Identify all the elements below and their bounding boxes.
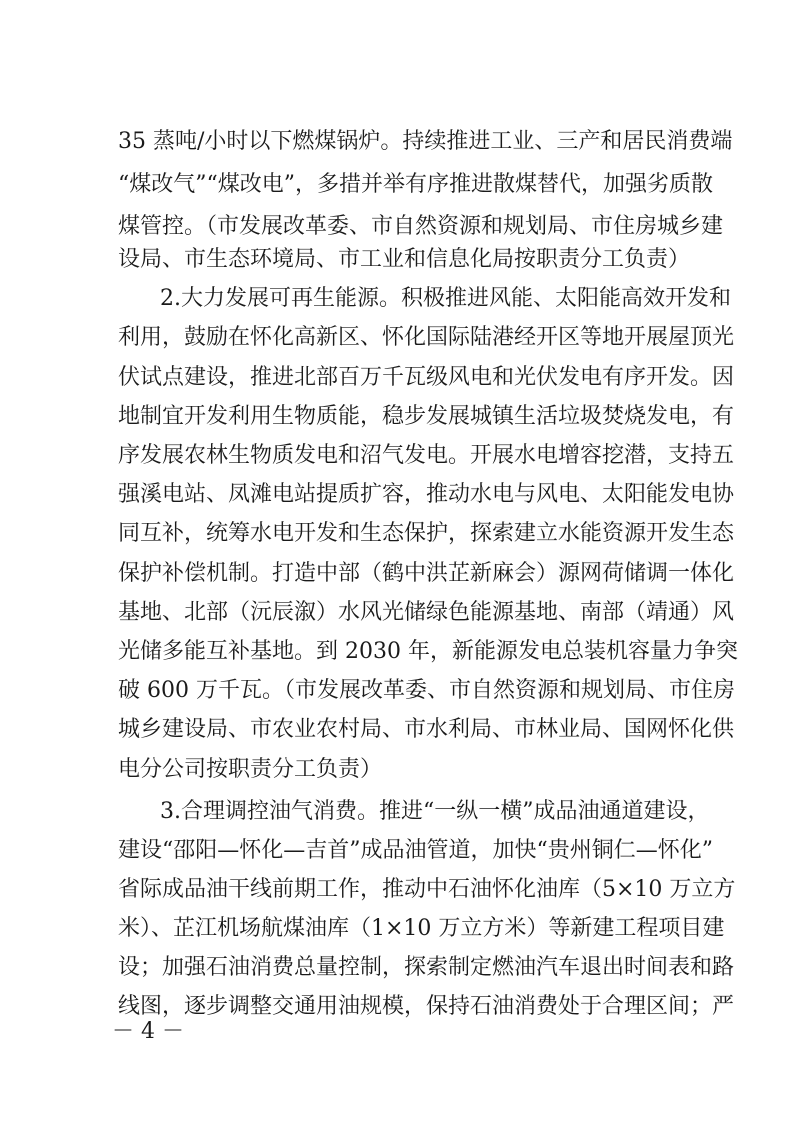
text-line: 省际成品油干线前期工作，推动中石油怀化油库（5×10 万立方 bbox=[118, 877, 736, 902]
text-line: 煤管控。（市发展改革委、市自然资源和规划局、市住房城乡建 bbox=[118, 214, 724, 239]
text-line: 设；加强石油消费总量控制，探索制定燃油汽车退出时间表和路 bbox=[118, 955, 735, 980]
text-line: “煤改气”“煤改电”，多措并举有序推进散煤替代，加强劣质散 bbox=[118, 172, 713, 197]
text-line: 强溪电站、凤滩电站提质扩容，推动水电与风电、太阳能发电协 bbox=[118, 482, 735, 507]
paragraph-start-line: 2.大力发展可再生能源。积极推进风能、太阳能高效开发和 bbox=[160, 286, 731, 311]
text-line: 保护补偿机制。打造中部（鹤中洪芷新麻会）源网荷储调一体化 bbox=[118, 561, 735, 586]
text-line: 米）、芷江机场航煤油库（1×10 万立方米）等新建工程项目建 bbox=[118, 916, 725, 941]
text-line: 光储多能互补基地。到 2030 年，新能源发电总装机容量力争突 bbox=[118, 639, 738, 664]
text-line: 城乡建设局、市农业农村局、市水利局、市林业局、国网怀化供 bbox=[118, 717, 735, 742]
text-line: 电分公司按职责分工负责） bbox=[118, 757, 383, 782]
text-line: 利用，鼓励在怀化高新区、怀化国际陆港经开区等地开展屋顶光 bbox=[118, 325, 735, 350]
text-line: 设局、市生态环境局、市工业和信息化局按职责分工负责） bbox=[118, 247, 691, 272]
text-line: 序发展农林生物质发电和沼气发电。开展水电增容挖潜，支持五 bbox=[118, 443, 735, 468]
paragraph-start-line: 3.合理调控油气消费。推进“一纵一横”成品油通道建设， bbox=[160, 799, 710, 824]
text-line: 线图，逐步调整交通用油规模，保持石油消费处于合理区间；严 bbox=[118, 994, 735, 1019]
text-line: 破 600 万千瓦。（市发展改革委、市自然资源和规划局、市住房 bbox=[118, 678, 735, 703]
text-line: 同互补，统筹水电开发和生态保护，探索建立水能资源开发生态 bbox=[118, 521, 735, 546]
text-line: 基地、北部（沅辰溆）水风光储绿色能源基地、南部（靖通）风 bbox=[118, 600, 735, 625]
text-line: 建设“邵阳—怀化—吉首”成品油管道，加快“贵州铜仁—怀化” bbox=[118, 838, 713, 863]
text-line: 35 蒸吨/小时以下燃煤锅炉。持续推进工业、三产和居民消费端 bbox=[118, 129, 733, 154]
text-line: 地制宜开发利用生物质能，稳步发展城镇生活垃圾焚烧发电，有 bbox=[118, 404, 735, 429]
page-number: － 4 － bbox=[112, 1019, 184, 1044]
text-line: 伏试点建设，推进北部百万千瓦级风电和光伏发电有序开发。因 bbox=[118, 365, 735, 390]
